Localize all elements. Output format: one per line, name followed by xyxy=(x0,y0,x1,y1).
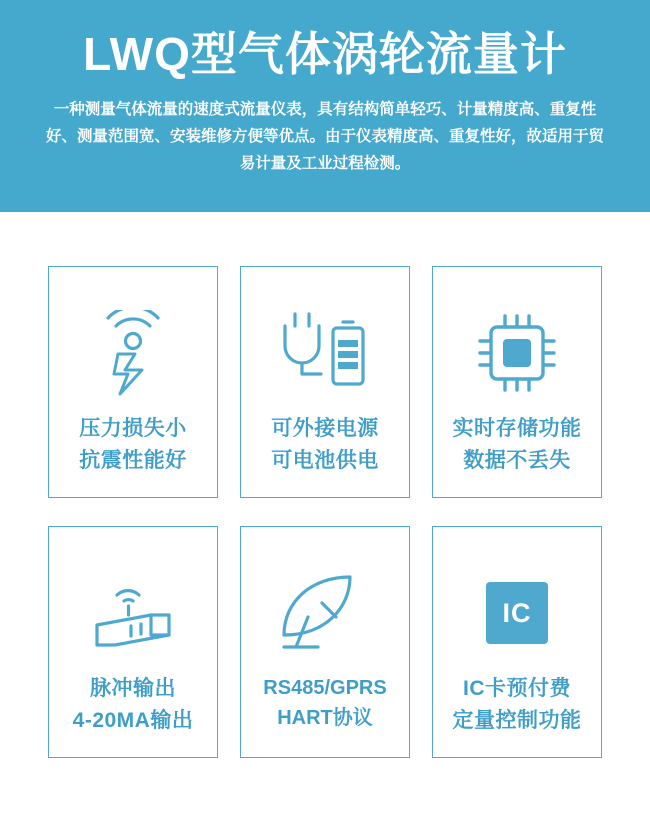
feature-line-2: 4-20MA输出 xyxy=(72,708,194,732)
page-title: LWQ型气体涡轮流量计 xyxy=(83,28,567,80)
feature-card[interactable] xyxy=(240,266,410,498)
feature-card[interactable] xyxy=(240,526,410,758)
pressure-wave-icon xyxy=(94,301,172,405)
router-icon xyxy=(87,561,179,665)
satellite-dish-icon xyxy=(278,561,372,665)
feature-line-2: 定量控制功能 xyxy=(452,708,582,732)
feature-card[interactable] xyxy=(48,266,218,498)
feature-line-2: HART协议 xyxy=(277,707,373,729)
feature-text xyxy=(453,413,582,476)
feature-text xyxy=(271,413,379,476)
feature-line-2: 数据不丢失 xyxy=(463,448,571,472)
feature-line-1: 压力损失小 xyxy=(79,417,187,440)
feature-line-1: IC卡预付费 xyxy=(463,677,571,700)
feature-line-2: 抗震性能好 xyxy=(79,448,187,472)
page-subtitle: 一种测量气体流量的速度式流量仪表，具有结构简单轻巧、计量精度高、重复性好、测量范围宽、安装维修方便等优点。由于仪表精度高、重复性好，故适用于贸易计量及工业过程检测。 xyxy=(45,100,604,172)
feature-card[interactable] xyxy=(432,266,602,498)
feature-text xyxy=(79,413,187,476)
ic-card-icon xyxy=(486,561,548,665)
ic-card-icon-label: IC xyxy=(486,582,548,644)
feature-line-2: 可电池供电 xyxy=(271,448,379,472)
feature-text xyxy=(263,673,386,733)
feature-line-1: 实时存储功能 xyxy=(452,417,582,440)
feature-card[interactable] xyxy=(432,526,602,758)
feature-line-1: 可外接电源 xyxy=(271,417,379,440)
feature-text xyxy=(453,673,582,736)
feature-line-1: RS485/GPRS xyxy=(263,677,387,699)
header-banner xyxy=(0,0,650,212)
plug-battery-icon xyxy=(277,301,373,405)
feature-text xyxy=(73,673,194,736)
feature-card[interactable] xyxy=(48,526,218,758)
chip-icon xyxy=(475,301,559,405)
feature-grid xyxy=(0,212,650,758)
feature-line-1: 脉冲输出 xyxy=(89,677,176,700)
